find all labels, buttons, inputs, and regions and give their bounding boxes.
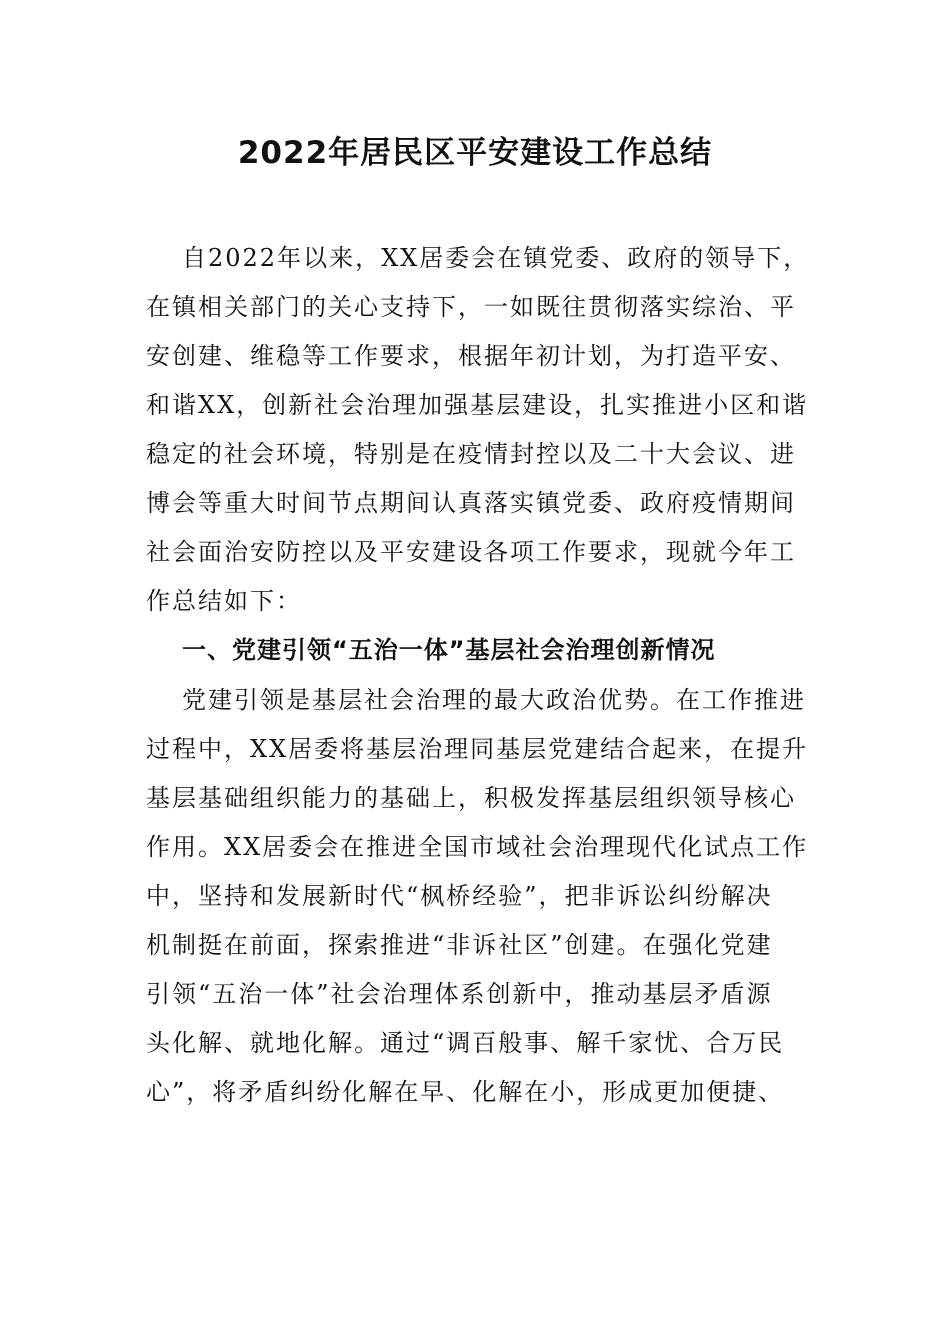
paragraph-line: 基层基础组织能力的基础上，积极发挥基层组织领导核心: [146, 784, 796, 812]
paragraph-line: 作总结如下：: [146, 587, 302, 615]
paragraph-line: 头化解、就地化解。通过“调百般事、解千家忧、合万民: [146, 1029, 785, 1057]
section1-paragraph: [146, 676, 809, 1117]
paragraph-line: 自2022年以来，XX居委会在镇党委、政府的领导下，: [182, 244, 810, 272]
paragraph-line: 中，坚持和发展新时代“枫桥经验”，把非诉讼纠纷解决: [146, 882, 773, 910]
paragraph-line: 和谐XX，创新社会治理加强基层建设，扎实推进小区和谐: [146, 391, 809, 419]
paragraph-line: 博会等重大时间节点期间认真落实镇党委、政府疫情期间: [146, 489, 796, 517]
paragraph-line: 过程中，XX居委将基层治理同基层党建结合起来，在提升: [146, 735, 809, 763]
paragraph-line: 在镇相关部门的关心支持下，一如既往贯彻落实综治、平: [146, 293, 796, 321]
section-heading: 一、党建引领“五治一体”基层社会治理创新情况: [182, 636, 716, 664]
paragraph-line: 安创建、维稳等工作要求，根据年初计划，为打造平安、: [146, 342, 796, 370]
paragraph-line: 党建引领是基层社会治理的最大政治优势。在工作推进: [182, 686, 806, 714]
paragraph-line: 稳定的社会环境，特别是在疫情封控以及二十大会议、进: [146, 440, 796, 468]
paragraph-line: 作用。XX居委会在推进全国市域社会治理现代化试点工作: [146, 833, 809, 861]
paragraph-line: 社会面治安防控以及平安建设各项工作要求，现就今年工: [146, 538, 796, 566]
paragraph-line: 机制挺在前面，探索推进“非诉社区”创建。在强化党建: [146, 931, 773, 959]
paragraph-line: 心”，将矛盾纠纷化解在早、化解在小，形成更加便捷、: [146, 1078, 785, 1106]
intro-paragraph: [146, 234, 810, 675]
paragraph-line: 引领“五治一体”社会治理体系创新中，推动基层矛盾源: [146, 980, 773, 1008]
document-title: 2022年居民区平安建设工作总结: [237, 135, 713, 171]
